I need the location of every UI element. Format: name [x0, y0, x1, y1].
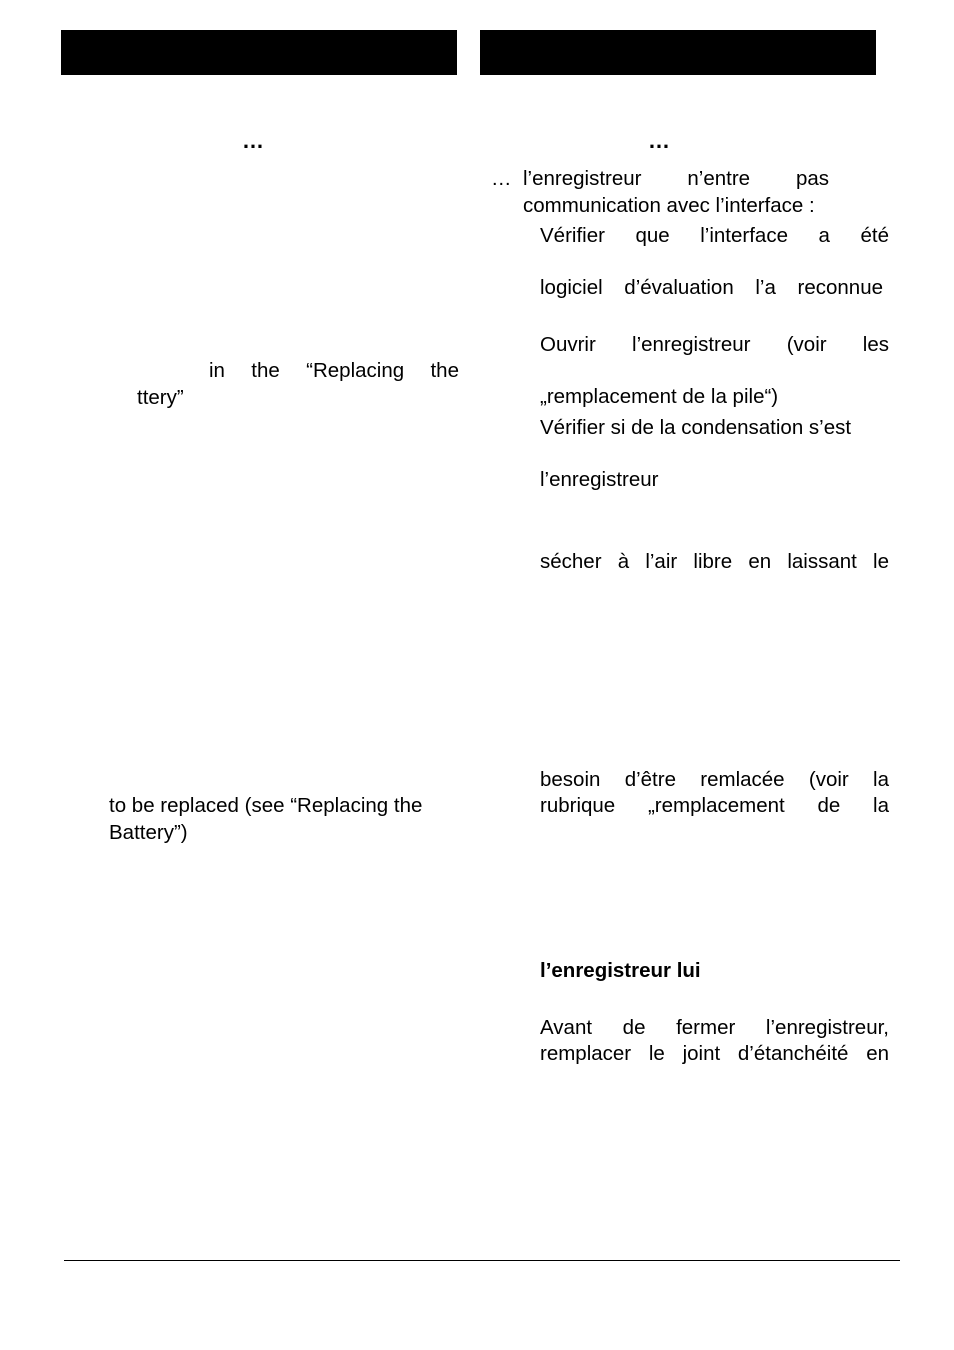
right-text-line: Vérifier que l’interface a été [540, 224, 889, 247]
left-heading-ellipsis: … [242, 128, 264, 153]
footer-rule [64, 1260, 900, 1261]
bullet-marker: … [491, 167, 512, 190]
right-text-line: Ouvrir l’enregistreur (voir les [540, 333, 889, 356]
right-text-line: sécher à l’air libre en laissant le [540, 550, 889, 573]
right-text-line: l’enregistreur n’entre pas [523, 167, 829, 190]
header-bar-left [61, 30, 457, 75]
left-text-line: to be replaced (see “Replacing the [109, 794, 423, 817]
right-text-line: „remplacement de la pile“) [540, 385, 779, 408]
right-text-line: remplacer le joint d’étanchéité en [540, 1042, 889, 1065]
left-text-line: in the “Replacing the [209, 359, 459, 382]
right-text-line: l’enregistreur [540, 468, 659, 491]
left-text-line: Battery”) [109, 821, 188, 844]
right-text-line: communication avec l’interface : [523, 194, 815, 217]
header-bar-right [480, 30, 876, 75]
right-text-line: besoin d’être remlacée (voir la [540, 768, 889, 791]
right-text-line: rubrique „remplacement de la [540, 794, 889, 817]
right-heading-ellipsis: … [648, 128, 670, 153]
left-text-line: ttery” [137, 386, 184, 409]
right-text-line-bold: l’enregistreur lui [540, 959, 701, 982]
right-text-line: logiciel d’évaluation l’a reconnue [540, 276, 883, 299]
right-text-line: Avant de fermer l’enregistreur, [540, 1016, 889, 1039]
right-text-line: Vérifier si de la condensation s’est [540, 416, 852, 439]
